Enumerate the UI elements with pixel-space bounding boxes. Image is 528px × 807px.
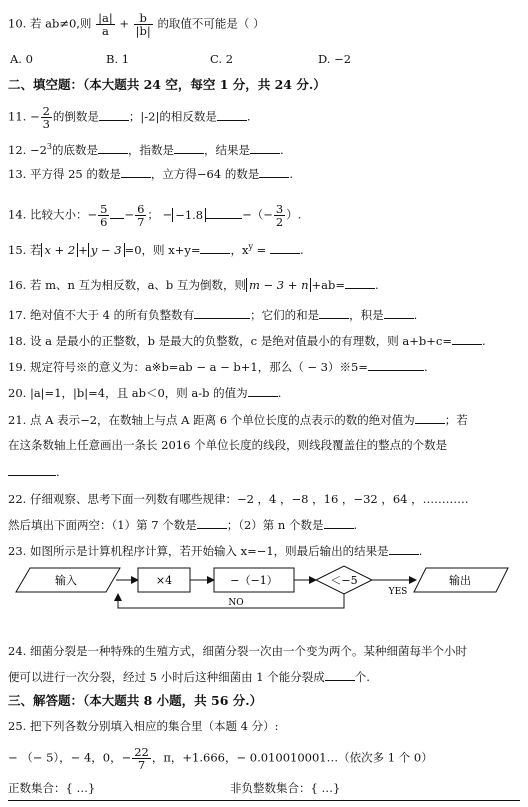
punctuation: .: [280, 142, 284, 157]
question-text: 比较大小：−: [29, 207, 98, 222]
answer-blank[interactable]: [110, 206, 124, 219]
question-text: 然后填出下面两空：（1）第 7 个数是: [8, 518, 197, 532]
question-number: 15.: [8, 242, 27, 257]
answer-blank[interactable]: [384, 306, 414, 319]
question-text: 点 A 表示−2，在数轴上与点 A 距离 6 个单位长度的点表示的数的绝对值为: [29, 413, 415, 427]
question-24-line-1: [8, 643, 467, 659]
flow-output-label: 输出: [449, 574, 471, 587]
section-heading-solutions: 三、解答题：（本大题共 8 小题，共 56 分.）: [8, 693, 263, 708]
question-number: 20.: [8, 386, 27, 400]
question-text: =0，则 x+y=: [124, 242, 201, 257]
question-text: −（−: [242, 207, 273, 222]
flow-yes-label: YES: [388, 587, 408, 597]
question-text: ，x: [230, 242, 249, 257]
fraction: [41, 105, 52, 130]
answer-blank[interactable]: [200, 241, 230, 254]
question-number: 21.: [8, 413, 27, 427]
question-14: [8, 203, 301, 228]
question-text: 的底数是: [52, 142, 98, 157]
question-number: 16.: [8, 278, 27, 292]
minus-sign: −: [29, 109, 40, 124]
answer-blank[interactable]: [98, 141, 128, 154]
question-number: 11.: [8, 109, 27, 124]
answer-blank[interactable]: [197, 516, 227, 529]
operator: +: [119, 16, 129, 31]
numerator: 6: [137, 202, 145, 216]
question-13: [8, 165, 293, 182]
question-25: [8, 718, 278, 734]
question-text: ，结果是: [204, 142, 250, 157]
question-text: 在这条数轴上任意画出一条长 2016 个单位长度的线段，则线段覆盖住的整点的个数是: [8, 438, 448, 452]
answer-blank[interactable]: [415, 411, 445, 424]
question-text: ；|-2|的相反数是: [128, 109, 217, 124]
answer-blank[interactable]: [121, 165, 151, 178]
punctuation: .: [277, 386, 282, 400]
denominator: 3: [42, 117, 50, 131]
question-21-line-1: [8, 411, 468, 428]
answer-blank[interactable]: [217, 108, 247, 121]
question-text: 如图所示是计算机程序计算，若开始输入 x=−1，则最后输出的结果是: [29, 544, 389, 558]
denominator: 7: [137, 215, 145, 229]
question-20: [8, 384, 281, 401]
question-text: 仔细观察、思考下面一列数有哪些规律：−2 ，4 ，−8 ，16 ，−32 ，64 ，…………: [29, 492, 469, 506]
denominator: |b|: [135, 24, 151, 38]
punctuation: .: [246, 109, 251, 124]
absolute-value: m − 3 + n: [246, 278, 312, 292]
question-number: 25.: [8, 719, 27, 733]
punctuation: .: [413, 308, 418, 322]
denominator: 6: [100, 215, 108, 229]
option-b: B. 1: [106, 52, 130, 66]
question-23: [8, 542, 422, 559]
question-22-line-1: [8, 491, 469, 507]
fraction: [134, 12, 153, 37]
answer-blank[interactable]: [250, 141, 280, 154]
question-text: =: [253, 242, 270, 257]
numerator: 3: [275, 202, 284, 216]
answer-blank[interactable]: [389, 542, 419, 555]
flow-no-label: NO: [228, 598, 244, 608]
option-c: C. 2: [210, 52, 234, 66]
question-text: 的取值不可能是（ ）: [157, 16, 265, 31]
option-a: A. 0: [10, 52, 33, 66]
number-list: − （− 5），− 4，0，−: [8, 750, 132, 765]
punctuation: .: [418, 544, 423, 558]
question-text: 设 a 是最小的正整数，b 是最大的负整数，c 是绝对值最小的有理数，则 a+b+c=: [29, 334, 452, 348]
operator: +: [78, 242, 88, 257]
answer-blank[interactable]: [206, 206, 242, 219]
punctuation: .: [353, 518, 358, 532]
set-nonnegative-integers[interactable]: 非负整数集合：{ …}: [230, 781, 341, 795]
question-text: ；若: [444, 413, 468, 427]
flow-input-label: 输入: [55, 574, 77, 587]
numerator: b: [134, 12, 153, 25]
question-21-line-2: [8, 437, 447, 453]
question-number: 10.: [8, 16, 27, 31]
question-text: 若: [29, 242, 42, 257]
number-list: ，π，+1.666，− 0.010010001…（依次多 1 个 0）: [151, 750, 433, 765]
exponent: 3: [46, 142, 52, 151]
punctuation: .: [289, 167, 293, 181]
answer-blank[interactable]: [259, 165, 289, 178]
question-text: ；（2）第 n 个数是: [226, 518, 324, 532]
question-25-numbers: [8, 746, 433, 771]
numerator: 2: [42, 104, 50, 118]
absolute-value: y − 3: [88, 243, 125, 257]
denominator: a: [101, 24, 109, 38]
question-21-line-3: [8, 463, 60, 480]
question-text: 的倒数是: [52, 109, 99, 124]
exponent: y: [248, 242, 254, 251]
question-text: +ab=: [311, 278, 345, 292]
numerator: 22: [134, 745, 149, 759]
question-number: 17.: [8, 308, 27, 322]
question-text: 平方得 25 的数是: [29, 167, 121, 181]
fraction: [96, 12, 115, 37]
denominator: 2: [275, 215, 284, 229]
program-flowchart: [0, 560, 528, 620]
question-number: 14.: [8, 207, 27, 222]
question-text: ，立方得−64 的数是: [150, 167, 260, 181]
question-10: [8, 12, 265, 37]
answer-blank[interactable]: [194, 306, 250, 319]
question-text: 个.: [354, 670, 370, 684]
question-text: 把下列各数分别填入相应的集合里（本题 4 分）:: [29, 719, 279, 733]
question-number: 13.: [8, 167, 27, 181]
punctuation: .: [299, 242, 304, 257]
absolute-value: −1.8: [172, 208, 206, 222]
question-12: [8, 139, 284, 158]
question-16: [8, 276, 379, 293]
question-19: [8, 358, 428, 375]
punctuation: .: [423, 360, 428, 374]
answer-blank[interactable]: [345, 276, 375, 289]
answer-blank[interactable]: [452, 332, 482, 345]
set-positive-numbers[interactable]: 正数集合：{ …}: [8, 781, 96, 795]
answer-blank[interactable]: [8, 463, 56, 476]
punctuation: ）.: [286, 207, 302, 222]
question-text: 细菌分裂是一种特殊的生殖方式，细菌分裂一次由一个变为两个。某种细菌每半个小时: [29, 644, 467, 658]
flow-condition-label: ＜−5: [330, 574, 358, 587]
question-text: −2: [29, 142, 47, 157]
question-number: 23.: [8, 544, 27, 558]
flow-subtract-label: −（−1）: [230, 574, 278, 587]
punctuation: .: [481, 334, 486, 348]
fraction: [98, 203, 109, 228]
question-text: 若 ab≠0,则: [29, 16, 92, 31]
fraction: [135, 203, 146, 228]
question-18: [8, 332, 486, 349]
answer-blank[interactable]: [368, 358, 424, 371]
question-number: 18.: [8, 334, 27, 348]
question-text: 绝对值不大于 4 的所有负整数有: [29, 308, 195, 322]
fraction: [274, 203, 285, 228]
section-heading-fill-in: 二、填空题：（本大题共 24 空，每空 1 分，共 24 分.）: [8, 77, 326, 92]
question-number: 24.: [8, 644, 27, 658]
punctuation: .: [56, 465, 60, 479]
question-text: ；它们的和是: [250, 308, 320, 322]
question-text: 规定符号※的意义为：a※b=ab − a − b+1，那么（ − 3）※5=: [29, 360, 368, 374]
numerator: |a|: [98, 11, 113, 25]
answer-blank[interactable]: [99, 108, 129, 121]
numerator: 5: [100, 202, 108, 216]
divider: [8, 800, 520, 801]
question-number: 19.: [8, 360, 27, 374]
answer-blank[interactable]: [248, 384, 278, 397]
denominator: 7: [137, 758, 146, 772]
question-number: 22.: [8, 492, 27, 506]
question-text: ，积是: [349, 308, 384, 322]
question-text: |a|=1，|b|=4，且 ab＜0，则 a-b 的值为: [29, 386, 248, 400]
question-17: [8, 306, 417, 323]
answer-blank[interactable]: [319, 306, 349, 319]
question-22-line-2: [8, 516, 357, 533]
question-text: 若 m、n 互为相反数，a、b 互为倒数，则: [29, 278, 246, 292]
answer-blank[interactable]: [325, 668, 355, 681]
answer-blank[interactable]: [324, 516, 354, 529]
answer-blank[interactable]: [174, 141, 204, 154]
minus-sign: −: [124, 207, 135, 222]
option-d: D. −2: [318, 52, 352, 66]
question-24-line-2: [8, 668, 370, 685]
fraction: [132, 746, 151, 771]
question-number: 12.: [8, 142, 27, 157]
punctuation: .: [374, 278, 379, 292]
answer-blank[interactable]: [270, 241, 300, 254]
absolute-value: x + 2: [41, 243, 78, 257]
question-text: 便可以进行一次分裂，经过 5 小时后这种细菌由 1 个能分裂成: [8, 670, 325, 684]
question-11: [8, 105, 251, 130]
question-15: [8, 239, 304, 258]
question-text: ，指数是: [128, 142, 174, 157]
question-text: ； −: [147, 207, 173, 222]
flow-multiply-label: ×4: [155, 574, 173, 587]
